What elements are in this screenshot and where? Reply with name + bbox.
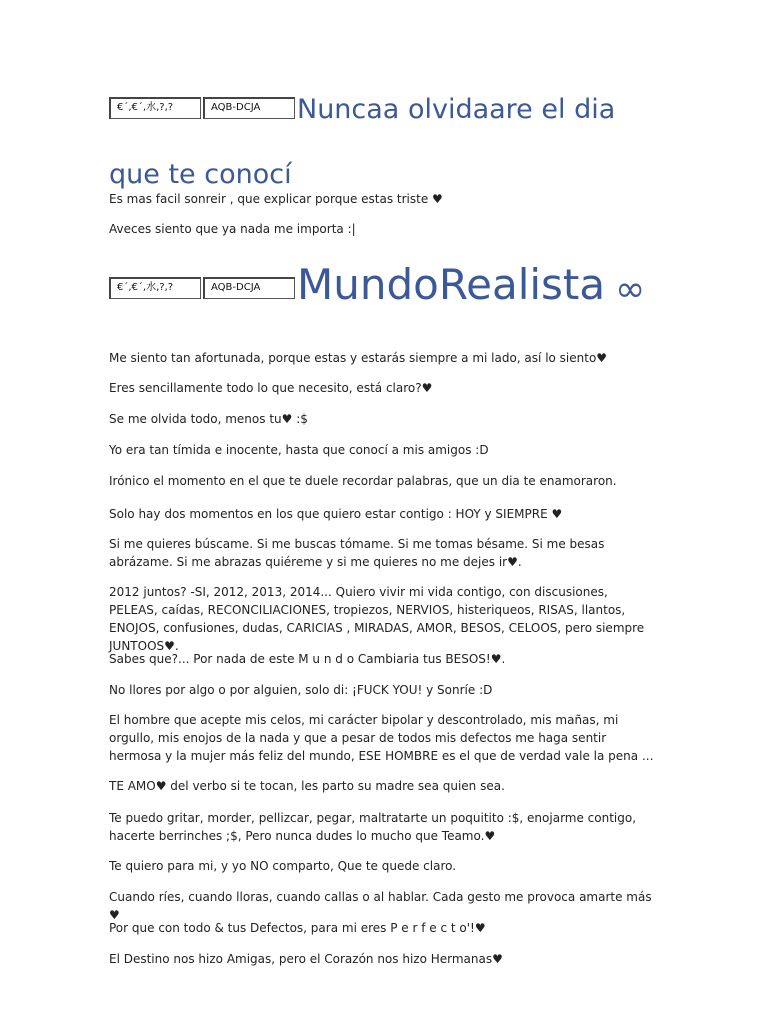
paragraph: Yo era tan tímida e inocente, hasta que conocí a mis amigos :D [109,443,489,457]
paragraph: El hombre que acepte mis celos, mi carácter bipolar y descontrolado, mis mañas, mi orgullo, mis enojos de la nada y que a pesar de todos mis defectos me haga sentir hermosa y la mujer más feliz del mundo, ESE HOMBRE es el que de verdad vale la pena ... [109,713,654,763]
paragraph: Es mas facil sonreir , que explicar porque estas triste ♥ [109,192,443,206]
paragraph: Sabes que?... Por nada de este M u n d o Cambiaria tus BESOS!♥. [109,652,506,666]
paragraph: Aveces siento que ya nada me importa :| [109,222,356,236]
section2-header-row [109,260,669,310]
section2-code-field-a[interactable]: €´,€´,水,?,? [109,277,201,299]
paragraph: No llores por algo o por alguien, solo di: ¡FUCK YOU! y Sonríe :D [109,683,493,697]
section1-title-line1: Nuncaa olvidaare el dia [297,94,616,125]
section1-code-field-a[interactable]: €´,€´,水,?,? [109,97,201,119]
paragraph: El Destino nos hizo Amigas, pero el Corazón nos hizo Hermanas♥ [109,952,503,966]
section1-code-field-b[interactable]: AQB-DCJA [203,97,295,119]
paragraph: TE AMO♥ del verbo si te tocan, les parto su madre sea quien sea. [109,779,505,793]
paragraph: 2012 juntos? -SI, 2012, 2013, 2014... Quiero vivir mi vida contigo, con discusiones, PELEAS, caídas, RECONCILIACIONES, tropiezos, NERVIOS, histeriqueos, RISAS, llantos, ENOJOS, confusiones, dudas, CARICIAS , MIRADAS, AMOR, BESOS, CELOOS, pero siempre JUNTOOS♥. [109,585,645,653]
paragraph: Eres sencillamente todo lo que necesito, está claro?♥ [109,381,433,395]
paragraph: Si me quieres búscame. Si me buscas tómame. Si me tomas bésame. Si me besas abrázame. Si me abrazas quiéreme y si me quieres no me dejes ir♥. [109,537,605,569]
paragraph: Por que con todo & tus Defectos, para mi eres P e r f e c t o'!♥ [109,921,486,935]
paragraph: Solo hay dos momentos en los que quiero estar contigo : HOY y SIEMPRE ♥ [109,507,563,521]
section1-header-row [109,94,669,135]
paragraph: Me siento tan afortunada, porque estas y estarás siempre a mi lado, así lo siento♥ [109,351,608,365]
section2-title-text: MundoRealista [297,260,606,309]
section2-header [109,260,669,310]
section1-title-line2: que te conocí [109,158,292,190]
paragraph: Se me olvida todo, menos tu♥ :$ [109,412,308,426]
section1-header [109,94,669,191]
paragraph: Te quiero para mi, y yo NO comparto, Que te quede claro. [109,859,457,873]
paragraph: Irónico el momento en el que te duele recordar palabras, que un dia te enamoraron. [109,474,617,488]
infinity-icon: ∞ [615,269,646,310]
paragraph: Cuando ríes, cuando lloras, cuando callas o al hablar. Cada gesto me provoca amarte más ♥ [109,890,652,922]
paragraph: Te puedo gritar, morder, pellizcar, pegar, maltratarte un poquitito :$, enojarme contigo, hacerte berrinches ;$, Pero nunca dudes lo mucho que Teamo.♥ [109,811,637,843]
section2-code-field-b[interactable]: AQB-DCJA [203,277,295,299]
section2-title [297,260,646,310]
